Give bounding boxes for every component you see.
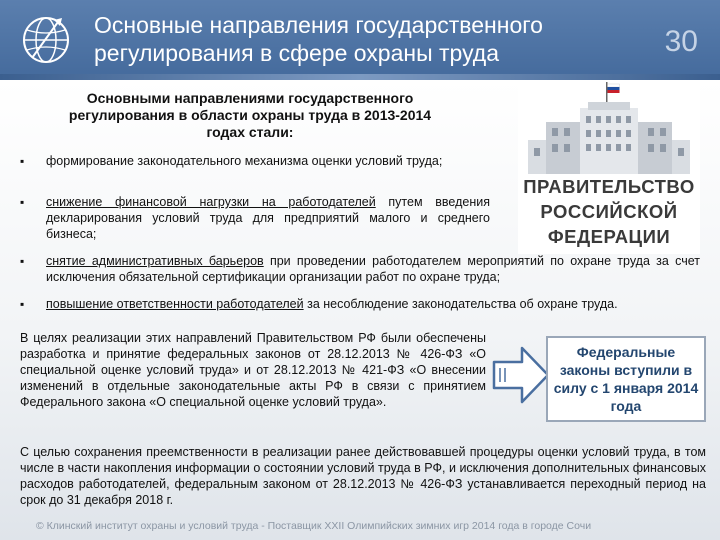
- footer-text: © Клинский институт охраны и условий труда - Поставщик XXII Олимпийских зимних игр 2014 года в городе Сочи: [36, 520, 592, 532]
- slide-number: 30: [664, 25, 698, 58]
- list-item-emphasis: снятие административных барьеров: [46, 254, 264, 268]
- government-label-line: ПРАВИТЕЛЬСТВО: [523, 176, 695, 197]
- bullet-marker: ▪: [20, 154, 25, 168]
- list-item-text: [46, 296, 700, 312]
- globe-emblem-icon: [20, 14, 72, 66]
- government-image: [518, 82, 700, 254]
- list-item-emphasis: повышение ответственности работодателей: [46, 297, 304, 311]
- list-item: [20, 153, 490, 169]
- list-item-text: [46, 194, 490, 242]
- bullet-marker: ▪: [20, 254, 25, 268]
- intro-heading: Основными направлениями государственного регулирования в области охраны труда в 2013-2014 годах стали:: [68, 90, 432, 140]
- government-label-line: ФЕДЕРАЦИИ: [547, 226, 671, 247]
- list-item: [20, 296, 700, 312]
- page-title: Основные направления государственного регулирования в сфере охраны труда: [94, 12, 543, 66]
- closing-paragraph: С целью сохранения преемственности в реализации ранее действовавшей процедуры оценки условий труда, в том числе в части накопления информации о состоянии условий труда в РФ, и исключения дополнительных финансовых расходов работодателей, федеральным законом от 28.12.2013 № 426-ФЗ устанавливается переходный период на срок до 31 декабря 2018 г.: [20, 445, 706, 507]
- bullet-marker: ▪: [20, 297, 25, 311]
- list-item-rest: путем введения декларирования условий труда для предприятий малого и среднего бизнеса;: [46, 195, 490, 241]
- government-building-icon: [518, 82, 700, 174]
- list-item: [20, 253, 700, 285]
- list-item-text: [46, 253, 700, 285]
- header-divider: [0, 74, 720, 80]
- government-label-line: РОССИЙСКОЙ: [540, 201, 678, 222]
- bullet-marker: ▪: [20, 195, 25, 209]
- slide-header: [0, 0, 720, 80]
- list-item-text: формирование законодательного механизма оценки условий труда;: [46, 154, 443, 168]
- government-label: [518, 174, 700, 249]
- list-item-rest: за несоблюдение законодательства об охране труда.: [303, 297, 618, 311]
- callout-box: Федеральные законы вступили в силу с 1 января 2014 года: [546, 336, 706, 422]
- list-item-emphasis: снижение финансовой нагрузки на работодателей: [46, 195, 376, 209]
- arrow-right-icon: [492, 344, 550, 406]
- list-item: [20, 194, 490, 242]
- list-item-rest: при проведении работодателем мероприятий по охране труда за счет исключения обязательной сертификации организации работ по охране труда;: [46, 254, 701, 284]
- implementation-paragraph: В целях реализации этих направлений Правительством РФ были обеспечены разработка и принятие федеральных законов от 28.12.2013 № 426-ФЗ «О специальной оценке условий труда» и от 28.12.2013 № 421-ФЗ «О внесении изменений в отдельные законодательные акты РФ в связи с принятием Федерального закона «О специальной оценке условий труда».: [20, 331, 486, 409]
